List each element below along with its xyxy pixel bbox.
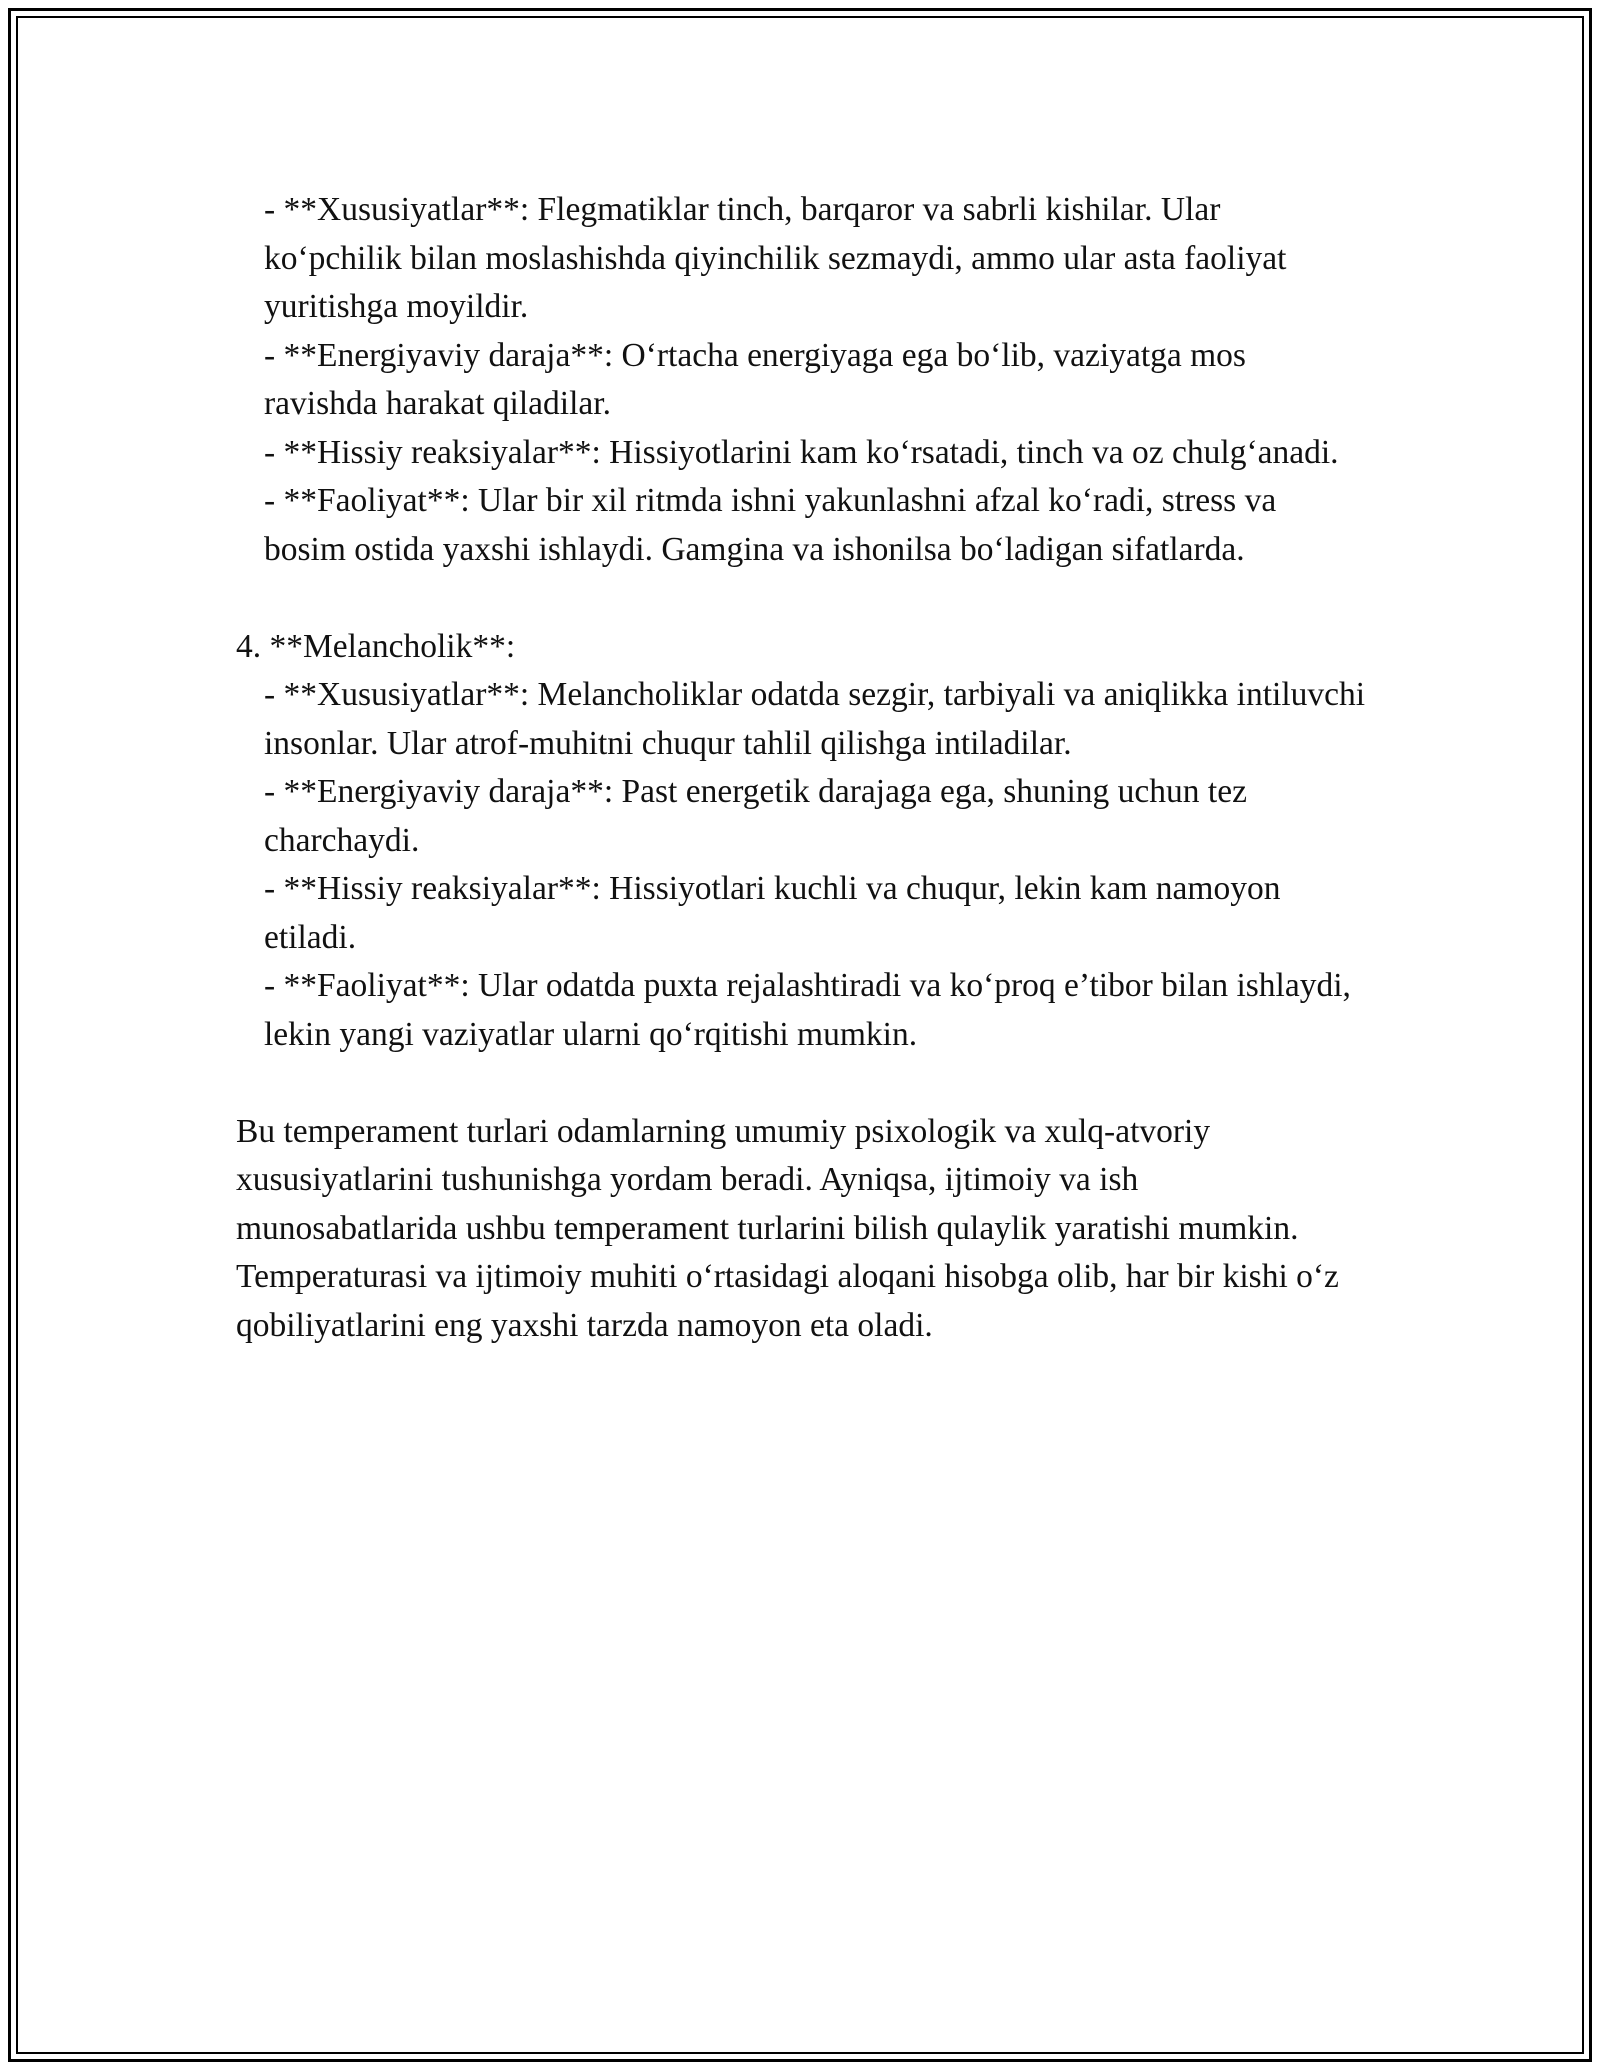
document-body	[236, 186, 1374, 1350]
flegmatik-energy: - **Energiyaviy daraja**: O‘rtacha energiyaga ega bo‘lib, vaziyatga mos ravishda harakat qiladilar.	[264, 336, 1255, 422]
melancholik-energy: - **Energiyaviy daraja**: Past energetik darajaga ega, shuning uchun tez charchaydi.	[264, 773, 1256, 859]
conclusion-paragraph: Bu temperament turlari odamlarning umumiy psixologik va xulq-atvoriy xususiyatlarini tushunishga yordam beradi. Ayniqsa, ijtimoiy va ish munosabatlarida ushbu temperament turlarini bilish qulaylik yaratishi mumkin. Temperaturasi va ijtimoiy muhiti o‘rtasidagi aloqani hisobga olib, har bir kishi o‘z qobiliyatlarini eng yaxshi tarzda namoyon eta oladi.	[236, 1112, 1348, 1344]
paragraph-gap	[236, 1059, 1366, 1108]
flegmatik-traits: - **Xususiyatlar**: Flegmatiklar tinch, barqaror va sabrli kishilar. Ular ko‘pchilik bilan moslashishda qiyinchilik sezmaydi, ammo ular asta faoliyat yuritishga moyildir.	[264, 191, 1295, 325]
melancholik-heading: 4. **Melancholik**:	[236, 627, 516, 665]
paragraph-gap	[236, 574, 1366, 623]
melancholik-traits: - **Xususiyatlar**: Melancholiklar odatda sezgir, tarbiyali va aniqlikka intiluvchi insonlar. Ular atrof-muhitni chuqur tahlil qilishga intiladilar.	[264, 676, 1374, 762]
melancholik-activity: - **Faoliyat**: Ular odatda puxta rejalashtiradi va ko‘proq e’tibor bilan ishlaydi, lekin yangi vaziyatlar ularni qo‘rqitishi mumkin.	[264, 967, 1360, 1053]
melancholik-emotions: - **Hissiy reaksiyalar**: Hissiyotlari kuchli va chuqur, lekin kam namoyon etiladi.	[264, 870, 1289, 956]
flegmatik-activity: - **Faoliyat**: Ular bir xil ritmda ishni yakunlashni afzal ko‘radi, stress va bosim ostida yaxshi ishlaydi. Gamgina va ishonilsa bo‘ladigan sifatlarda.	[264, 482, 1285, 568]
flegmatik-emotions: - **Hissiy reaksiyalar**: Hissiyotlarini kam ko‘rsatadi, tinch va oz chulg‘anadi.	[264, 433, 1339, 471]
